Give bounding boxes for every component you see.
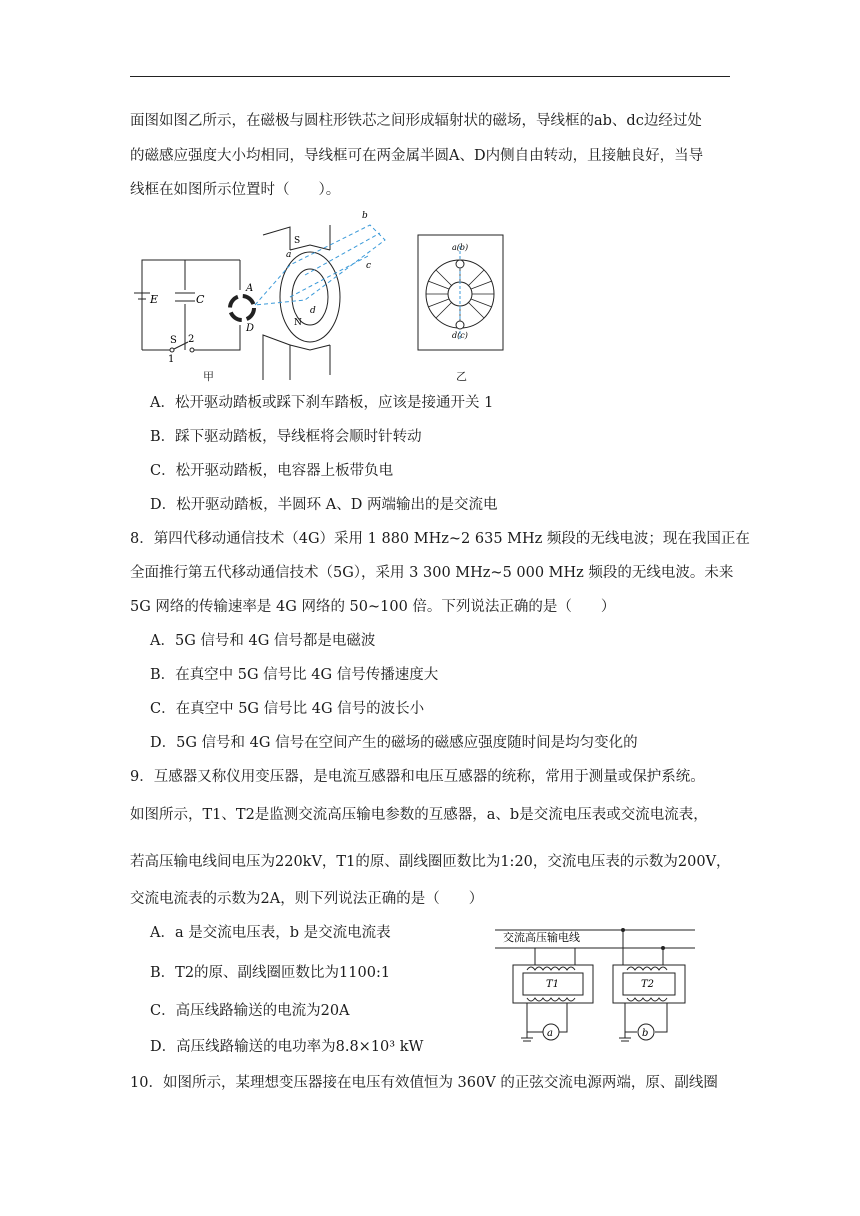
q7-text-line-1: 面图如图乙所示，在磁极与圆柱形铁芯之间形成辐射状的磁场，导线框的ab、dc边经过处 — [130, 113, 702, 129]
label-S-pole: S — [294, 236, 301, 246]
label-T1: T1 — [546, 979, 560, 990]
q9-stem-line-3: 若高压输电线间电压为220kV，T1的原、副线圈匝数比为1:20，交流电压表的示数为200V， — [130, 854, 731, 870]
figure-yi — [415, 232, 510, 357]
q9-option-c: C．高压线路输送的电流为20A — [150, 1003, 350, 1019]
figure-yi-caption: 乙 — [456, 370, 467, 383]
label-c: c — [366, 261, 372, 271]
q9-option-a: A．a 是交流电压表，b 是交流电流表 — [150, 925, 391, 941]
q7-option-c: C．松开驱动踏板，电容器上板带负电 — [150, 463, 394, 479]
label-switch-S: S — [170, 335, 177, 346]
label-a: a — [286, 250, 292, 260]
label-A: A — [246, 283, 254, 294]
q7-option-a: A．松开驱动踏板或踩下刹车踏板，应该是接通开关 1 — [150, 395, 494, 411]
meter-a-label: a — [547, 1028, 553, 1039]
label-switch-2: 2 — [188, 334, 195, 345]
q9-stem-line-1: 9．互感器又称仪用变压器，是电流互感器和电压互感器的统称，常用于测量或保护系统。 — [130, 769, 705, 785]
label-D: D — [246, 323, 255, 334]
label-d-c: d(c) — [452, 331, 468, 340]
q8-stem-line-3: 5G 网络的传输速率是 4G 网络的 50~100 倍。下列说法正确的是（ ） — [130, 599, 616, 615]
label-a-b: a(b) — [452, 243, 469, 252]
q8-stem-line-1: 8．第四代移动通信技术（4G）采用 1 880 MHz~2 635 MHz 频段的无线电波；现在我国正在 — [130, 531, 750, 547]
label-d: d — [310, 306, 316, 316]
q8-option-d: D．5G 信号和 4G 信号在空间产生的磁场的磁感应强度随时间是均匀变化的 — [150, 735, 638, 751]
label-T2: T2 — [641, 979, 655, 990]
power-line-label: 交流高压输电线 — [503, 931, 580, 944]
meter-b-label: b — [642, 1028, 649, 1039]
label-C: C — [196, 293, 205, 306]
q7-text-line-2: 的磁感应强度大小均相同，导线框可在两金属半圆A、D内侧自由转动，且接触良好，当导 — [130, 148, 704, 164]
label-b: b — [362, 211, 368, 221]
label-N-pole: N — [294, 318, 302, 328]
figure-transformers — [495, 920, 695, 1050]
q9-option-b: B．T2的原、副线圈匝数比为1100:1 — [150, 965, 391, 981]
q10-stem-line-1: 10．如图所示，某理想变压器接在电压有效值恒为 360V 的正弦交流电源两端，原、副线圈 — [130, 1075, 718, 1091]
q9-option-d: D．高压线路输送的电功率为8.8×10³ kW — [150, 1039, 424, 1055]
q8-option-a: A．5G 信号和 4G 信号都是电磁波 — [150, 633, 376, 649]
q8-option-c: C．在真空中 5G 信号比 4G 信号的波长小 — [150, 701, 425, 717]
q7-text-line-3: 线框在如图所示位置时（ ）。 — [130, 182, 341, 198]
q9-stem-line-2: 如图所示，T1、T2是监测交流高压输电参数的互感器，a、b是交流电压表或交流电流表， — [130, 807, 708, 823]
figure-jia-caption: 甲 — [203, 370, 214, 383]
q9-stem-line-4: 交流电流表的示数为2A，则下列说法正确的是（ ） — [130, 891, 484, 907]
q7-option-b: B．踩下驱动踏板，导线框将会顺时针转动 — [150, 429, 422, 445]
figure-jia — [130, 205, 390, 380]
header-rule — [130, 76, 730, 77]
q8-stem-line-2: 全面推行第五代移动通信技术（5G），采用 3 300 MHz~5 000 MHz 频段的无线电波。未来 — [130, 565, 734, 581]
q8-option-b: B．在真空中 5G 信号比 4G 信号传播速度大 — [150, 667, 439, 683]
label-E: E — [150, 293, 159, 306]
q7-option-d: D．松开驱动踏板，半圆环 A、D 两端输出的是交流电 — [150, 497, 498, 513]
label-switch-1: 1 — [168, 354, 175, 365]
